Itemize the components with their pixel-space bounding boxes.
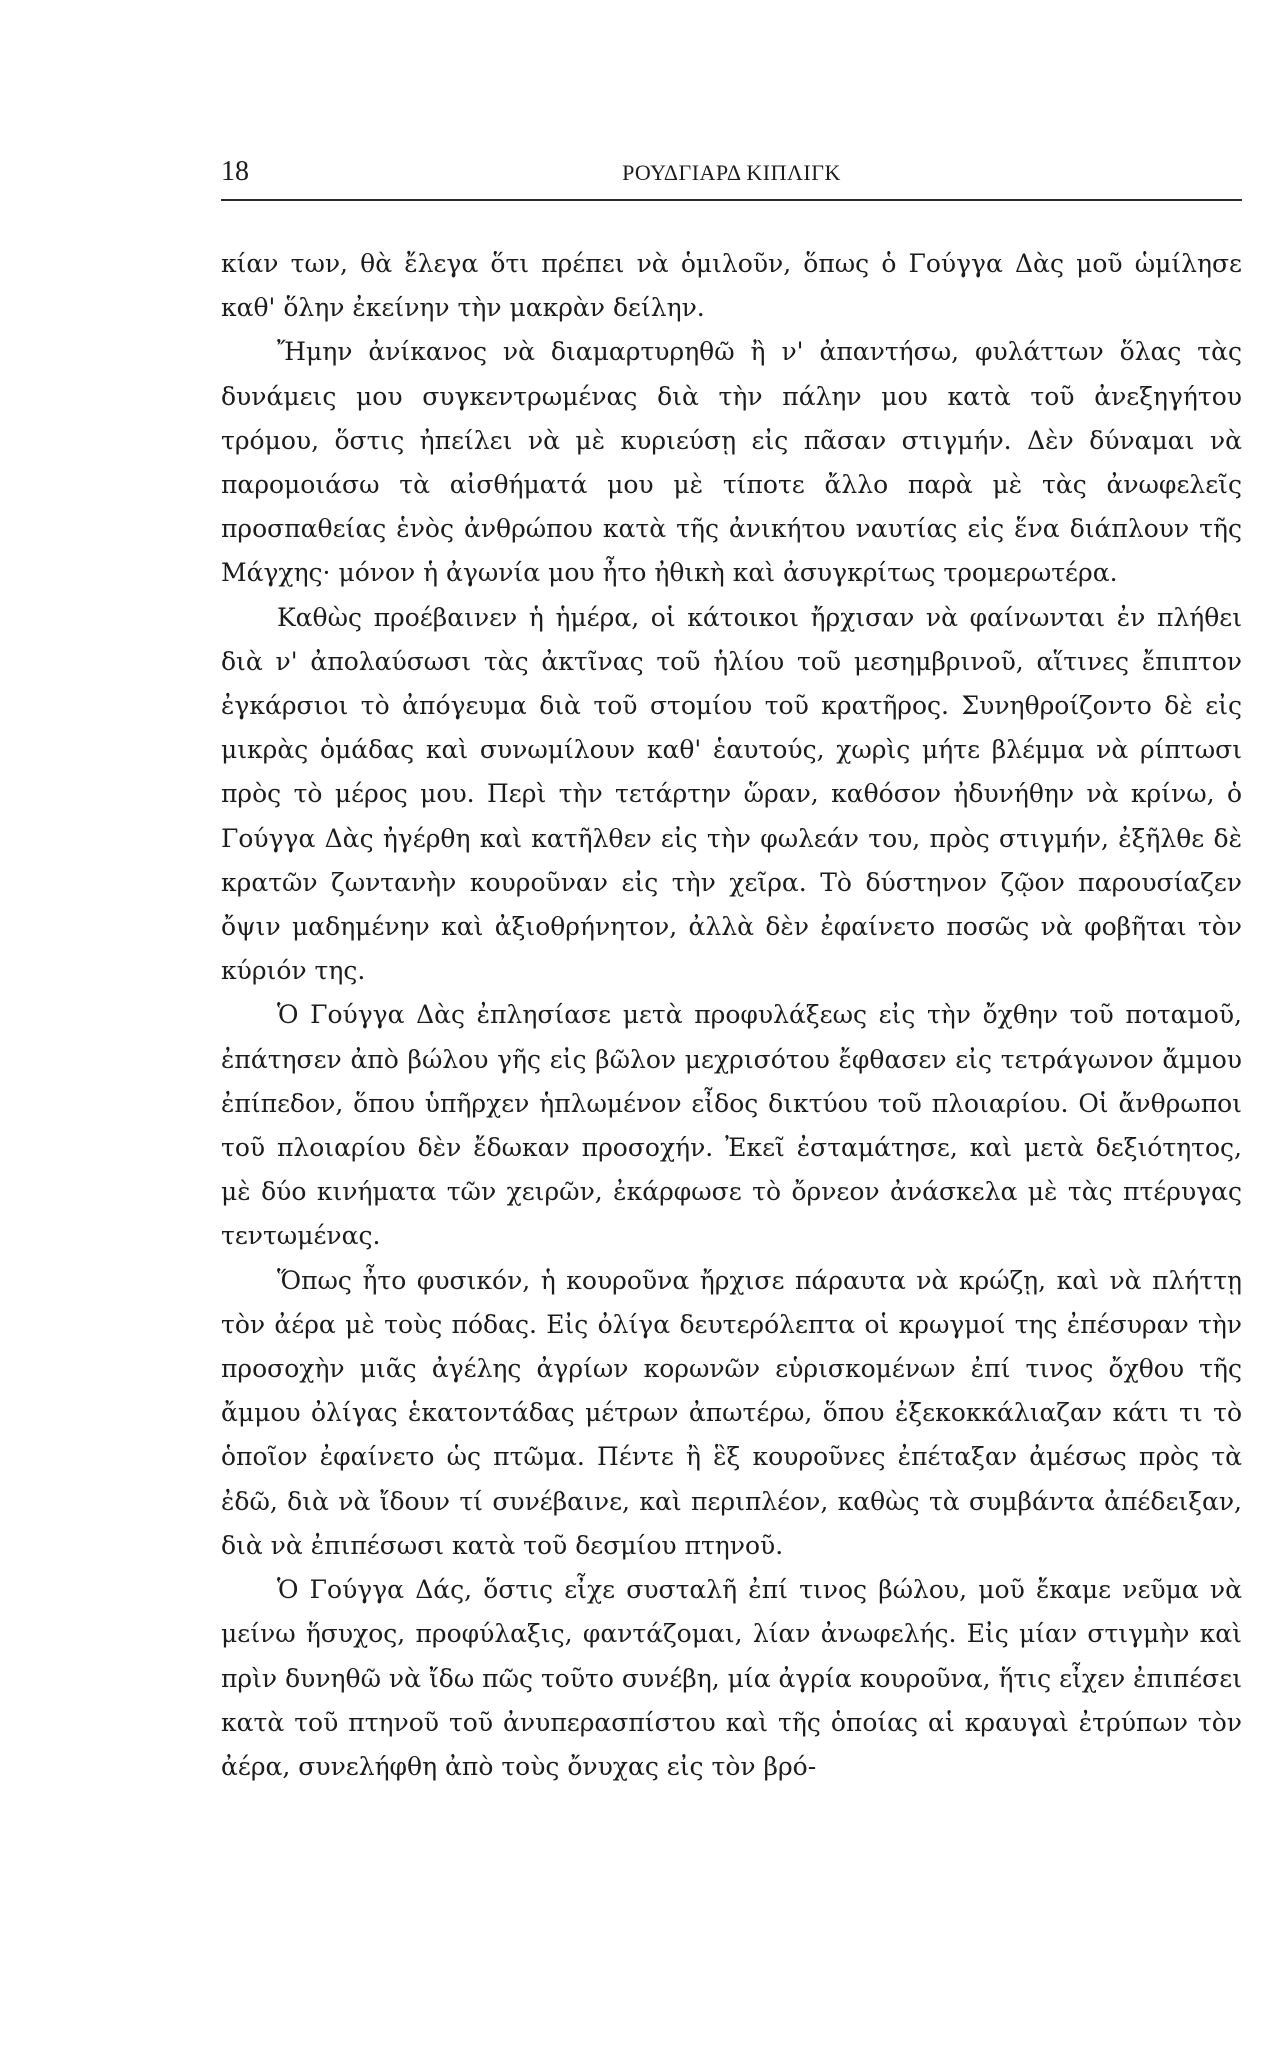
page-body — [221, 242, 1242, 1789]
paragraph: Ἤμην ἀνίκανος νὰ διαμαρτυρηθῶ ἢ ν' ἀπαντήσω, φυλάττων ὅλας τὰς δυνάμεις μου συγκεντρωμένας διὰ τὴν πάλην μου κατὰ τοῦ ἀνεξηγήτου τρόμου, ὅστις ἠπείλει νὰ μὲ κυριεύσῃ εἰς πᾶσαν στιγμήν. Δὲν δύναμαι νὰ παρομοιάσω τὰ αἰσθήματά μου μὲ τίποτε ἄλλο παρὰ μὲ τὰς ἀνωφελεῖς προσπαθείας ἑνὸς ἀνθρώπου κατὰ τῆς ἀνικήτου ναυτίας εἰς ἕνα διάπλουν τῆς Μάγχης· μόνον ἡ ἀγωνία μου ἦτο ἠθικὴ καὶ ἀσυγκρίτως τρομερωτέρα. — [221, 337, 1242, 588]
paragraph: Ὅπως ἦτο φυσικόν, ἡ κουροῦνα ἤρχισε πάραυτα νὰ κρώζῃ, καὶ νὰ πλήττῃ τὸν ἀέρα μὲ τοὺς πόδας. Εἰς ὀλίγα δευτερόλεπτα οἱ κρωγμοί της ἐπέσυραν τὴν προσοχὴν μιᾶς ἀγέλης ἀγρίων κορωνῶν εὑρισκομένων ἐπί τινος ὄχθου τῆς ἄμμου ὀλίγας ἑκατοντάδας μέτρων ἀπωτέρω, ὅπου ἐξεκοκκάλιαζαν κάτι τι τὸ ὁποῖον ἐφαίνετο ὡς πτῶμα. Πέντε ἢ ἓξ κουροῦνες ἐπέταξαν ἀμέσως πρὸς τὰ ἐδῶ, διὰ νὰ ἴδουν τί συνέβαινε, καὶ περιπλέον, καθὼς τὰ συμβάντα ἀπέδειξαν, διὰ νὰ ἐπιπέσωσι κατὰ τοῦ δεσμίου πτηνοῦ. — [221, 1265, 1242, 1560]
paragraph: Ὁ Γούγγα Δὰς ἐπλησίασε μετὰ προφυλάξεως εἰς τὴν ὄχθην τοῦ ποταμοῦ, ἐπάτησεν ἀπὸ βώλου γῆς εἰς βῶλον μεχρισότου ἔφθασεν εἰς τετράγωνον ἄμμου ἐπίπεδον, ὅπου ὑπῆρχεν ἡπλωμένον εἶδος δικτύου τοῦ πλοιαρίου. Οἱ ἄνθρωποι τοῦ πλοιαρίου δὲν ἔδωκαν προσοχήν. Ἐκεῖ ἐσταμάτησε, καὶ μετὰ δεξιότητος, μὲ δύο κινήματα τῶν χειρῶν, ἐκάρφωσε τὸ ὄρνεον ἀνάσκελα μὲ τὰς πτέρυγας τεντωμένας. — [221, 1000, 1242, 1251]
paragraph: Καθὼς προέβαινεν ἡ ἡμέρα, οἱ κάτοικοι ἤρχισαν νὰ φαίνωνται ἐν πλήθει διὰ ν' ἀπολαύσωσι τὰς ἀκτῖνας τοῦ ἡλίου τοῦ μεσημβρινοῦ, αἵτινες ἔπιπτον ἐγκάρσιοι τὸ ἀπόγευμα διὰ τοῦ στομίου τοῦ κρατῆρος. Συνηθροίζοντο δὲ εἰς μικρὰς ὁμάδας καὶ συνωμίλουν καθ' ἑαυτούς, χωρὶς μήτε βλέμμα νὰ ρίπτωσι πρὸς τὸ μέρος μου. Περὶ τὴν τετάρτην ὥραν, καθόσον ἠδυνήθην νὰ κρίνω, ὁ Γούγγα Δὰς ἠγέρθη καὶ κατῆλθεν εἰς τὴν φωλεάν του, πρὸς στιγμήν, ἐξῆλθε δὲ κρατῶν ζωντανὴν κουροῦναν εἰς τὴν χεῖρα. Τὸ δύστηνον ζῷον παρουσίαζεν ὄψιν μαδημένην καὶ ἀξιοθρήνητον, ἀλλὰ δὲν ἐφαίνετο ποσῶς νὰ φοβῆται τὸν κύριόν της. — [221, 602, 1242, 986]
paragraph-continued: κίαν των, θὰ ἔλεγα ὅτι πρέπει νὰ ὁμιλοῦν, ὅπως ὁ Γούγγα Δὰς μοῦ ὡμίλησε καθ' ὅλην ἐκείνην τὴν μακρὰν δείλην. — [221, 249, 1242, 323]
paragraph: Ὁ Γούγγα Δάς, ὅστις εἶχε συσταλῆ ἐπί τινος βώλου, μοῦ ἔκαμε νεῦμα νὰ μείνω ἥσυχος, προφύλαξις, φαντάζομαι, λίαν ἀνωφελής. Εἰς μίαν στιγμὴν καὶ πρὶν δυνηθῶ νὰ ἴδω πῶς τοῦτο συνέβη, μία ἀγρία κουροῦνα, ἥτις εἶχεν ἐπιπέσει κατὰ τοῦ πτηνοῦ τοῦ ἀνυπερασπίστου καὶ τῆς ὁποίας αἱ κραυγαὶ ἐτρύπων τὸν ἀέρα, συνελήφθη ἀπὸ τοὺς ὄνυχας εἰς τὸν βρό- — [221, 1575, 1242, 1781]
running-title: ΡΟΥΔΓΙΑΡΔ ΚΙΠΛΙΓΚ — [622, 160, 841, 185]
page-number: 18 — [221, 156, 249, 187]
header-divider — [221, 199, 1242, 201]
page-header — [221, 154, 1242, 194]
